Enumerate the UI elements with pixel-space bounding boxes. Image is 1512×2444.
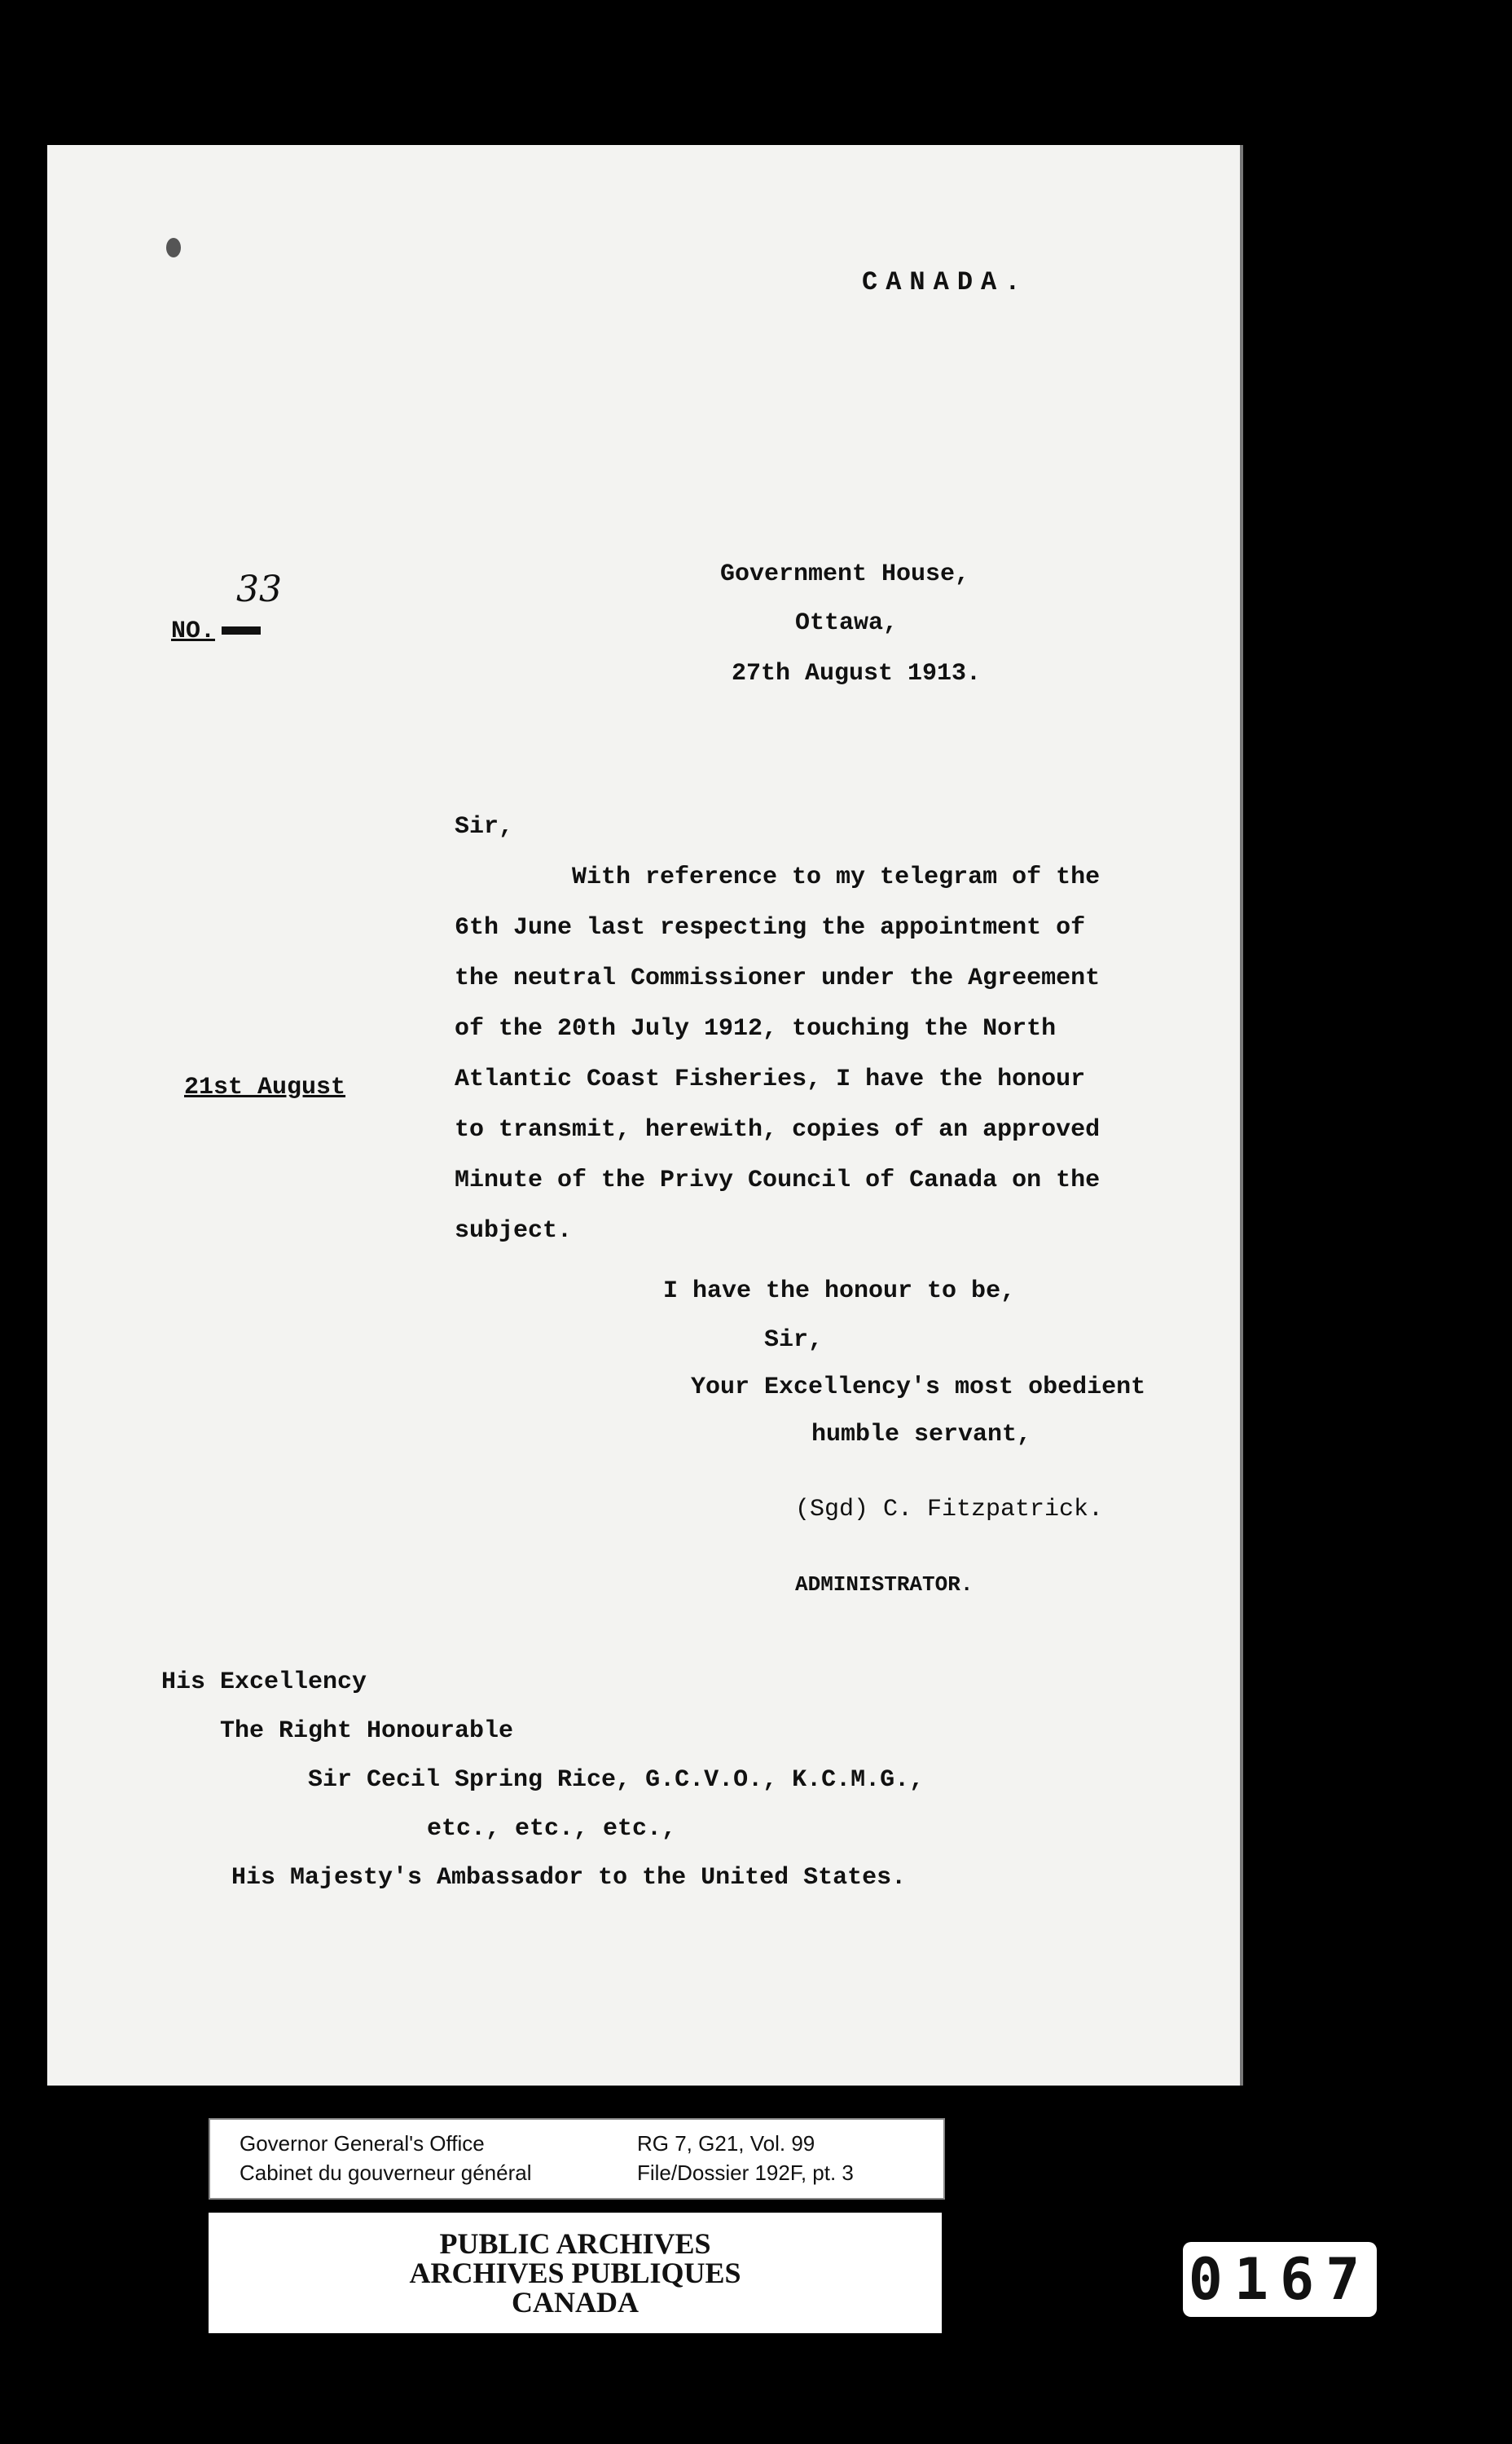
address-line-2: Ottawa, — [795, 609, 899, 637]
film-border — [0, 0, 1512, 145]
recipient-line-1: His Excellency — [161, 1668, 367, 1696]
body-line-8: subject. — [455, 1217, 573, 1245]
archives-line-2: ARCHIVES PUBLIQUES — [409, 2257, 741, 2289]
struck-out-number — [222, 626, 261, 635]
record-group-reference: RG 7, G21, Vol. 99 — [637, 2131, 815, 2156]
letterhead-country: CANADA. — [862, 267, 1029, 297]
body-line-7: Minute of the Privy Council of Canada on the — [455, 1167, 1101, 1194]
punch-hole — [166, 238, 181, 257]
closing-line-2: Sir, — [764, 1326, 824, 1354]
address-line-1: Government House, — [720, 560, 970, 588]
letter-date: 27th August 1913. — [732, 660, 982, 688]
salutation: Sir, — [455, 813, 514, 841]
microfilm-frame-number: 0167 — [1183, 2242, 1377, 2317]
file-reference: File/Dossier 192F, pt. 3 — [637, 2160, 854, 2185]
closing-line-3: Your Excellency's most obedient — [691, 1374, 1146, 1401]
recipient-line-2: The Right Honourable — [220, 1717, 514, 1745]
margin-note: 21st August — [184, 1074, 346, 1101]
signature: (Sgd) C. Fitzpatrick. — [795, 1496, 1104, 1523]
closing-line-4: humble servant, — [811, 1421, 1032, 1448]
public-archives-stamp — [209, 2213, 942, 2333]
office-english: Governor General's Office — [240, 2131, 485, 2156]
archive-reference-card — [209, 2118, 945, 2200]
dispatch-number-label: NO. — [171, 618, 261, 645]
recipient-line-3: Sir Cecil Spring Rice, G.C.V.O., K.C.M.G., — [308, 1766, 925, 1794]
office-french: Cabinet du gouverneur général — [240, 2160, 532, 2185]
body-line-4: of the 20th July 1912, touching the North — [455, 1015, 1057, 1043]
body-line-5: Atlantic Coast Fisheries, I have the honour — [455, 1066, 1086, 1093]
signer-title: ADMINISTRATOR. — [795, 1572, 974, 1597]
recipient-line-4: etc., etc., etc., — [427, 1815, 677, 1843]
dispatch-number-handwritten: 33 — [236, 569, 282, 610]
body-line-2: 6th June last respecting the appointment of — [455, 914, 1086, 942]
body-line-1: With reference to my telegram of the — [572, 864, 1101, 891]
letter-page — [47, 145, 1243, 2086]
archives-line-3: CANADA — [512, 2286, 639, 2319]
archives-line-1: PUBLIC ARCHIVES — [439, 2227, 711, 2260]
recipient-line-5: His Majesty's Ambassador to the United States. — [231, 1864, 907, 1892]
body-line-3: the neutral Commissioner under the Agreement — [455, 965, 1101, 992]
closing-line-1: I have the honour to be, — [663, 1277, 1016, 1305]
body-line-6: to transmit, herewith, copies of an approved — [455, 1116, 1101, 1144]
